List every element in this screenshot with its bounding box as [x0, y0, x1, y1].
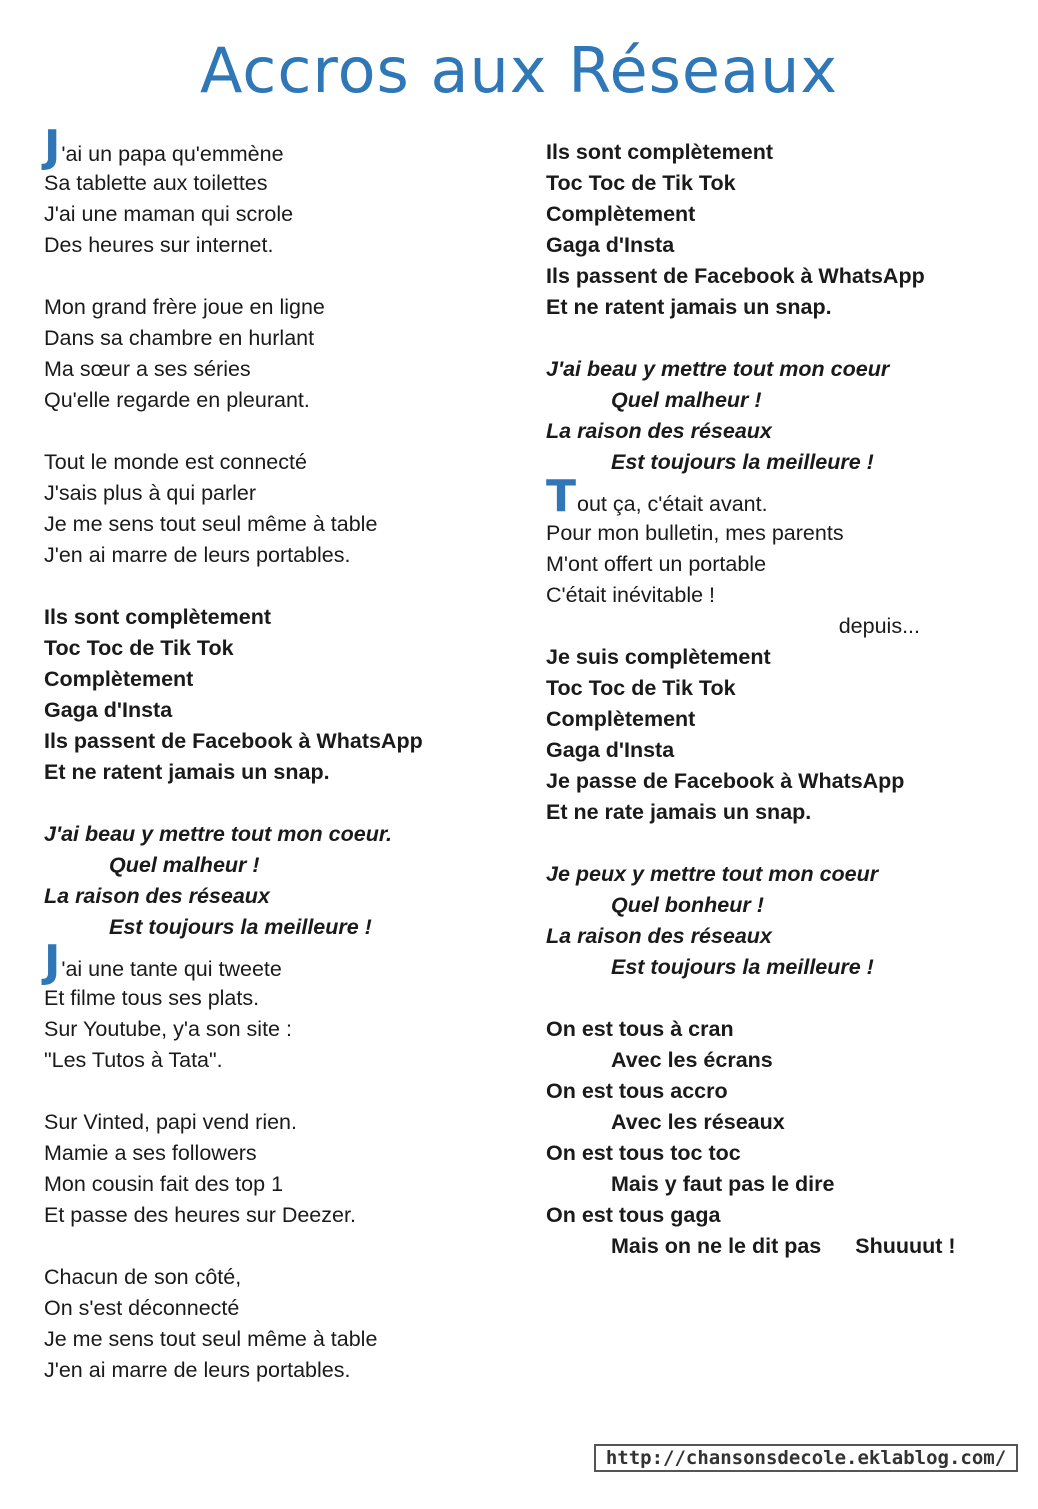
verse-line: J'ai une maman qui scrole: [44, 202, 294, 226]
verse-line: Je me sens tout seul même à table: [44, 512, 378, 536]
refrain-line: La raison des réseaux: [546, 419, 772, 443]
chorus-line: Je suis complètement: [546, 645, 771, 669]
verse-line: depuis...: [838, 614, 920, 638]
verse-line: Tout le monde est connecté: [44, 450, 307, 474]
verse-line: On s'est déconnecté: [44, 1296, 240, 1320]
refrain-line: Quel malheur !: [611, 388, 762, 412]
refrain-line: Je peux y mettre tout mon coeur: [546, 862, 879, 886]
chorus-line: Ils sont complètement: [44, 605, 271, 629]
chorus-line: Et ne ratent jamais un snap.: [546, 295, 832, 319]
page-title: Accros aux Réseaux: [199, 34, 839, 107]
refrain-line: Est toujours la meilleure !: [109, 915, 372, 939]
verse-line: Dans sa chambre en hurlant: [44, 326, 315, 350]
outro-line: Mais on ne le dit pas Shuuuut !: [611, 1234, 956, 1258]
verse-line: "Les Tutos à Tata".: [44, 1048, 223, 1072]
chorus-line: Gaga d'Insta: [546, 233, 675, 257]
verse-line: Chacun de son côté,: [44, 1265, 242, 1289]
verse-line: Sur Youtube, y'a son site :: [44, 1017, 292, 1041]
outro-line: On est tous toc toc: [546, 1141, 741, 1165]
refrain-line: J'ai beau y mettre tout mon coeur: [546, 357, 890, 381]
verse-line: Des heures sur internet.: [44, 233, 274, 257]
verse-line: Et passe des heures sur Deezer.: [44, 1203, 356, 1227]
chorus-line: Gaga d'Insta: [44, 698, 173, 722]
chorus-line: Ils sont complètement: [546, 140, 773, 164]
chorus-line: Complètement: [546, 202, 696, 226]
verse-line: J'sais plus à qui parler: [44, 481, 257, 505]
verse-line: Tout ça, c'était avant.: [546, 471, 768, 522]
verse-line: Et filme tous ses plats.: [44, 986, 260, 1010]
refrain-line: Est toujours la meilleure !: [611, 450, 874, 474]
chorus-line: Je passe de Facebook à WhatsApp: [546, 769, 905, 793]
refrain-line: La raison des réseaux: [44, 884, 270, 908]
verse-line: J'en ai marre de leurs portables.: [44, 1358, 351, 1382]
drop-cap: T: [546, 471, 577, 522]
left-column: [44, 121, 514, 1386]
verse-line: J'ai une tante qui tweete: [44, 936, 282, 987]
outro-line: On est tous gaga: [546, 1203, 721, 1227]
chorus-line: Toc Toc de Tik Tok: [546, 171, 736, 195]
outro-line: On est tous à cran: [546, 1017, 734, 1041]
refrain-line: Quel bonheur !: [611, 893, 764, 917]
verse-line: C'était inévitable !: [546, 583, 716, 607]
outro-line: On est tous accro: [546, 1079, 728, 1103]
outro-line: Avec les réseaux: [611, 1110, 785, 1134]
verse-line: Je me sens tout seul même à table: [44, 1327, 378, 1351]
chorus-line: Toc Toc de Tik Tok: [546, 676, 736, 700]
verse-line: J'en ai marre de leurs portables.: [44, 543, 351, 567]
refrain-line: J'ai beau y mettre tout mon coeur.: [44, 822, 392, 846]
verse-line: J'ai un papa qu'emmène: [44, 121, 284, 172]
chorus-line: Ils passent de Facebook à WhatsApp: [546, 264, 925, 288]
verse-line: Mon cousin fait des top 1: [44, 1172, 284, 1196]
chorus-line: Ils passent de Facebook à WhatsApp: [44, 729, 423, 753]
chorus-line: Et ne ratent jamais un snap.: [44, 760, 330, 784]
drop-cap: J: [44, 121, 61, 172]
outro-line: Avec les écrans: [611, 1048, 773, 1072]
verse-line: Qu'elle regarde en pleurant.: [44, 388, 310, 412]
source-url-box: http://chansonsdecole.eklablog.com/: [594, 1444, 1018, 1472]
refrain-line: Est toujours la meilleure !: [611, 955, 874, 979]
chorus-line: Gaga d'Insta: [546, 738, 675, 762]
verse-line: Mamie a ses followers: [44, 1141, 257, 1165]
outro-line: Mais y faut pas le dire: [611, 1172, 835, 1196]
right-column: [546, 137, 1016, 1262]
chorus-line: Et ne rate jamais un snap.: [546, 800, 812, 824]
refrain-line: La raison des réseaux: [546, 924, 772, 948]
drop-cap: J: [44, 936, 61, 987]
verse-line: Sur Vinted, papi vend rien.: [44, 1110, 297, 1134]
verse-line: Pour mon bulletin, mes parents: [546, 521, 844, 545]
verse-line: Ma sœur a ses séries: [44, 357, 251, 381]
refrain-line: Quel malheur !: [109, 853, 260, 877]
chorus-line: Toc Toc de Tik Tok: [44, 636, 234, 660]
verse-line: Sa tablette aux toilettes: [44, 171, 268, 195]
chorus-line: Complètement: [546, 707, 696, 731]
chorus-line: Complètement: [44, 667, 194, 691]
verse-line: Mon grand frère joue en ligne: [44, 295, 325, 319]
verse-line: M'ont offert un portable: [546, 552, 767, 576]
